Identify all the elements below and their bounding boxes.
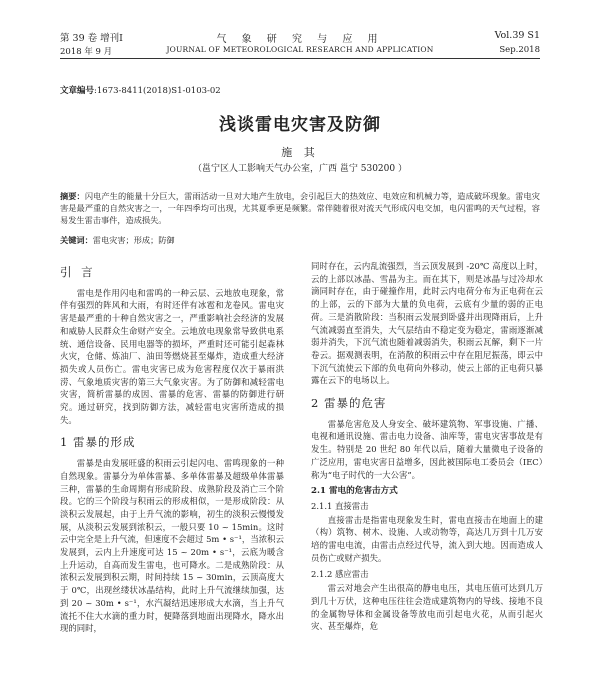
article-number-value: :1673-8411(2018)S1-0103-02 xyxy=(94,86,221,96)
abstract xyxy=(60,190,540,227)
left-column xyxy=(60,266,284,639)
keywords-text: 雷电灾害；形成；防御 xyxy=(92,235,175,245)
article-title: 浅谈雷电灾害及防御 xyxy=(219,115,381,135)
running-header-top xyxy=(60,30,540,44)
section-1-paragraph: 雷暴是由发展旺盛的积雨云引起闪电、雷鸣现象的一种自然现象。雷暴分为单体雷暴、多单体雷暴及超级单体雷暴三种，雷暴的生命周期有形成阶段、成熟阶段及消亡三个阶段。它的三个阶段与积雨云的形成相似，一是形成阶段：从淡积云发展起，由于上升气流的影响，初生的淡积云慢慢发展，从淡积云发展到浓积云，一般只要 10 ~ 15min。这时云中完全是上升气流，但速度不会超过 5m • s⁻¹，当浓积云发展到，云内上升速度可达 15 ~ 20m • s⁻¹，云底为暖含上升运动，自高而发生雷电，也可降水。二是成熟阶段：从浓积云发展到积云期，时间持续 15 ~ 30min，云顶高度大于 0℃，出现丝缕状冰晶结构，此时上升气流继续加强，达到 20 ~ 30m • s⁻¹，水汽凝结迅速形成大水滴，当上升气流托不住大水滴的重力时，便降落到地面出现降水，降水出现的同时， xyxy=(60,458,284,634)
section-heading-2: 2 雷暴的危害 xyxy=(311,396,387,411)
section-2-paragraph: 雷暴危害危及人身安全、破坏建筑物、军事设施、广播、电视和通讯设施、雷击电力设备、油库等，雷电灾害事故是有发生。特别是 20 世纪 80 年代以后，随着大量微电子设备的广泛应用，雷电灾害日益增多，因此被国际电工委员会（IEC）称为“电子时代的一大公害”。 xyxy=(311,418,543,480)
section-1-continued-paragraph: 同时存在，云内乱流强烈，当云顶发展到 -20℃ 高度以上时，云的上部以冰晶、雪晶为主。而在其下，则是冰晶与过冷却水滴同时存在，由于碰撞作用，此时云内电荷分布为正电荷在云的上部，云的下部为大量的负电荷，云底有少量的弱的正电荷。三是消散阶段：当积雨云发展到卧盛并出现降雨后，上升气流减弱直至消失，大气层结由不稳定变为稳定，雷雨逐渐减弱并消失，下沉气流也随着减弱消失，积雨云瓦解，剩下一片卷云。据观测表明，在消散的积雨云中存在阻尼振荡，即云中下沉气流使云下部的负电荷向外移动，使云上部的正电荷只暴露在云下的电场以上。 xyxy=(311,261,543,386)
header-date-cn: 2018 年 9 月 xyxy=(60,47,113,57)
keywords-label: 关键词： xyxy=(60,235,93,245)
header-journal-cn: 气 象 研 究 与 应 用 xyxy=(216,34,384,45)
subsection-heading-2-1-1: 2.1.1 直接雷击 xyxy=(311,500,369,511)
subsection-heading-2-1-2: 2.1.2 感应雷击 xyxy=(311,569,369,580)
header-date-en: Sep.2018 xyxy=(499,45,540,55)
right-column xyxy=(311,260,543,637)
header-vol-en: Vol.39 S1 xyxy=(494,30,540,41)
section-heading-1: 1 雷暴的形成 xyxy=(60,435,136,450)
author-affiliation: （邕宁区人工影响天气办公室，广西 邕宁 530200 ） xyxy=(193,164,407,174)
header-journal-en: JOURNAL OF METEOROLOGICAL RESEARCH AND APPLICATION xyxy=(166,45,434,54)
article-number-label: 文章编号 xyxy=(60,86,95,96)
abstract-text: 闪电产生的能量十分巨大，雷雨活动一旦对大地产生放电，会引起巨大的热效应、电效应和机械力等，造成破坏现象。雷电灾害是最严重的自然灾害之一，一年四季均可出现，尤其夏季更是频繁。常伴随着很对流天气形成闪电交加，电闪雷鸣的天气过程，容易发生雷击事件，造成损失。 xyxy=(60,191,540,226)
abstract-label: 摘要： xyxy=(60,191,85,201)
subsection-heading-2-1: 2.1 雷电的危害击方式 xyxy=(311,486,398,497)
header-rule xyxy=(60,58,540,59)
subsection-2-1-1-paragraph: 直接雷击是指雷电现象发生时，雷电直接击在地面上的建（构）筑物、树木、设施、人或动物等，高达几万到十几万安培的雷电电流，由雷击点经过代导，流入到大地。因而造成人员伤亡或财产损失。 xyxy=(311,514,543,563)
keywords xyxy=(60,235,540,246)
section-heading-intro: 引 言 xyxy=(60,265,96,279)
running-header-bottom xyxy=(60,45,540,57)
article-author: 施 其 xyxy=(281,146,319,159)
article-number xyxy=(60,84,221,96)
header-volume: 第 39 卷 增刊Ⅰ xyxy=(60,33,123,44)
intro-paragraph: 雷电是作用闪电和雷鸣的一种云层、云地放电现象，常伴有强烈的阵风和大雨，有时还伴有冰雹和龙卷风。雷电灾害是最严重的十种自然灾害之一，严重影响社会经济的发展和威胁人民群众生命财产安全。云地放电现象常导致供电系统、通信设备、民用电器等的损坏，严重时还可能引起森林火灾，仓储、炼油厂、油田等燃烧甚至爆炸，造成重大经济损失或人员伤亡。雷电灾害已成为危害程度仅次于暴雨洪涝、气象地质灾害的第三大气象灾害。为了防御和减轻雷电灾害，简析雷暴的成因、雷暴的危害、雷暴的防御进行研究。通过研究，找到防御方法，减轻雷电灾害所造成的损失。 xyxy=(60,287,284,425)
subsection-2-1-2-paragraph: 雷云对地会产生出很高的静电电压，其电压值可达到几万到几十万伏，这种电压往往会造成建筑物内的导线、接地不良的金属物导体和金属设备等放电而引起电火花，从而引起火灾、甚至爆炸，危 xyxy=(311,583,543,632)
